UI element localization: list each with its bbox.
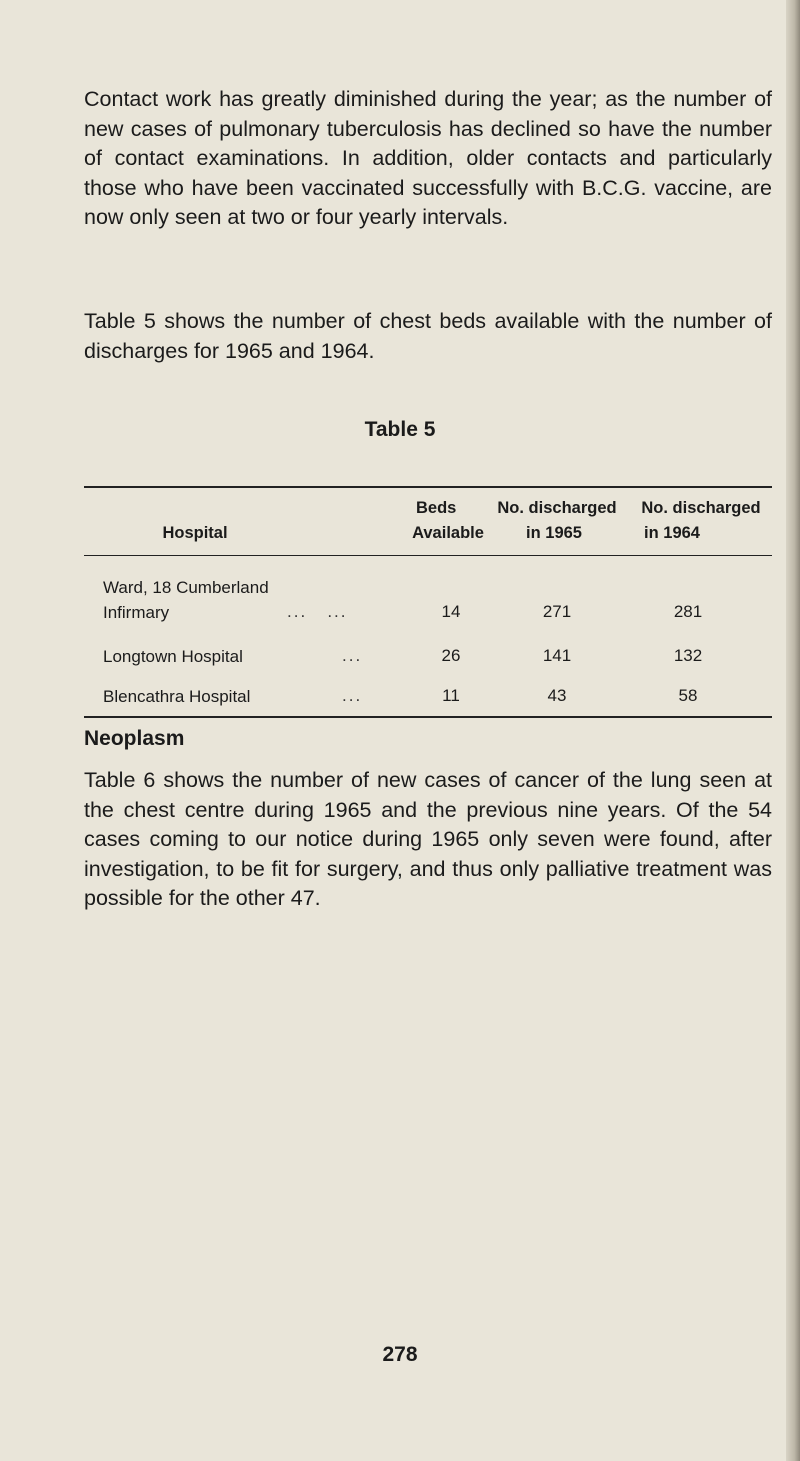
header-d1964-line2: in 1964 (644, 524, 700, 542)
row-d1965: 43 (547, 686, 567, 705)
table-header-rule (84, 555, 772, 556)
row-d1964: 132 (673, 646, 703, 665)
leader-dots: ... ... (287, 602, 348, 621)
page-number: 278 (382, 1343, 418, 1366)
row-hospital-line2: Infirmary (103, 603, 170, 622)
row-beds: 11 (442, 686, 460, 705)
header-beds-line1: Beds (416, 499, 457, 517)
leader-dots: ... (342, 646, 363, 665)
section-heading-neoplasm: Neoplasm (84, 727, 185, 750)
row-hospital-line1: Longtown Hospital (103, 647, 243, 666)
row-hospital-line1: Blencathra Hospital (103, 687, 251, 706)
table-title: Table 5 (364, 418, 436, 441)
header-hospital: Hospital (162, 524, 228, 542)
row-hospital-line1: Ward, 18 Cumberland (103, 578, 269, 597)
table-intro-paragraph: Table 5 shows the number of chest beds available with the number of discharges for 1965 and 1964. (84, 309, 772, 363)
row-beds: 14 (441, 602, 461, 621)
row-d1965: 271 (542, 602, 572, 621)
row-d1964: 58 (678, 686, 698, 705)
contact-work-paragraph: Contact work has greatly diminished during the year; as the number of new cases of pulmonary tuberculosis has declined so have the number of contact examinations. In addition, older contacts and particularly those who have been vaccinated successfully with B.C.G. vaccine, are now only seen at two or four yearly intervals. (84, 87, 772, 229)
header-d1965-line1: No. discharged (497, 499, 617, 517)
row-beds: 26 (441, 646, 461, 665)
header-d1964-line1: No. discharged (641, 499, 761, 517)
header-d1965-line2: in 1965 (526, 524, 582, 542)
row-d1965: 141 (542, 646, 572, 665)
table-top-rule (84, 486, 772, 488)
row-d1964: 281 (673, 602, 703, 621)
neoplasm-paragraph: Table 6 shows the number of new cases of cancer of the lung seen at the chest centre during 1965 and the previous nine years. Of the 54 cases coming to our notice during 1965 only seven were found, after investigation, to be fit for surgery, and thus only palliative treatment was possible for the other 47. (84, 768, 772, 910)
leader-dots: ... (342, 686, 363, 705)
table-bottom-rule (84, 716, 772, 718)
header-beds-line2: Available (412, 524, 484, 542)
page-edge-shadow (786, 0, 800, 1461)
